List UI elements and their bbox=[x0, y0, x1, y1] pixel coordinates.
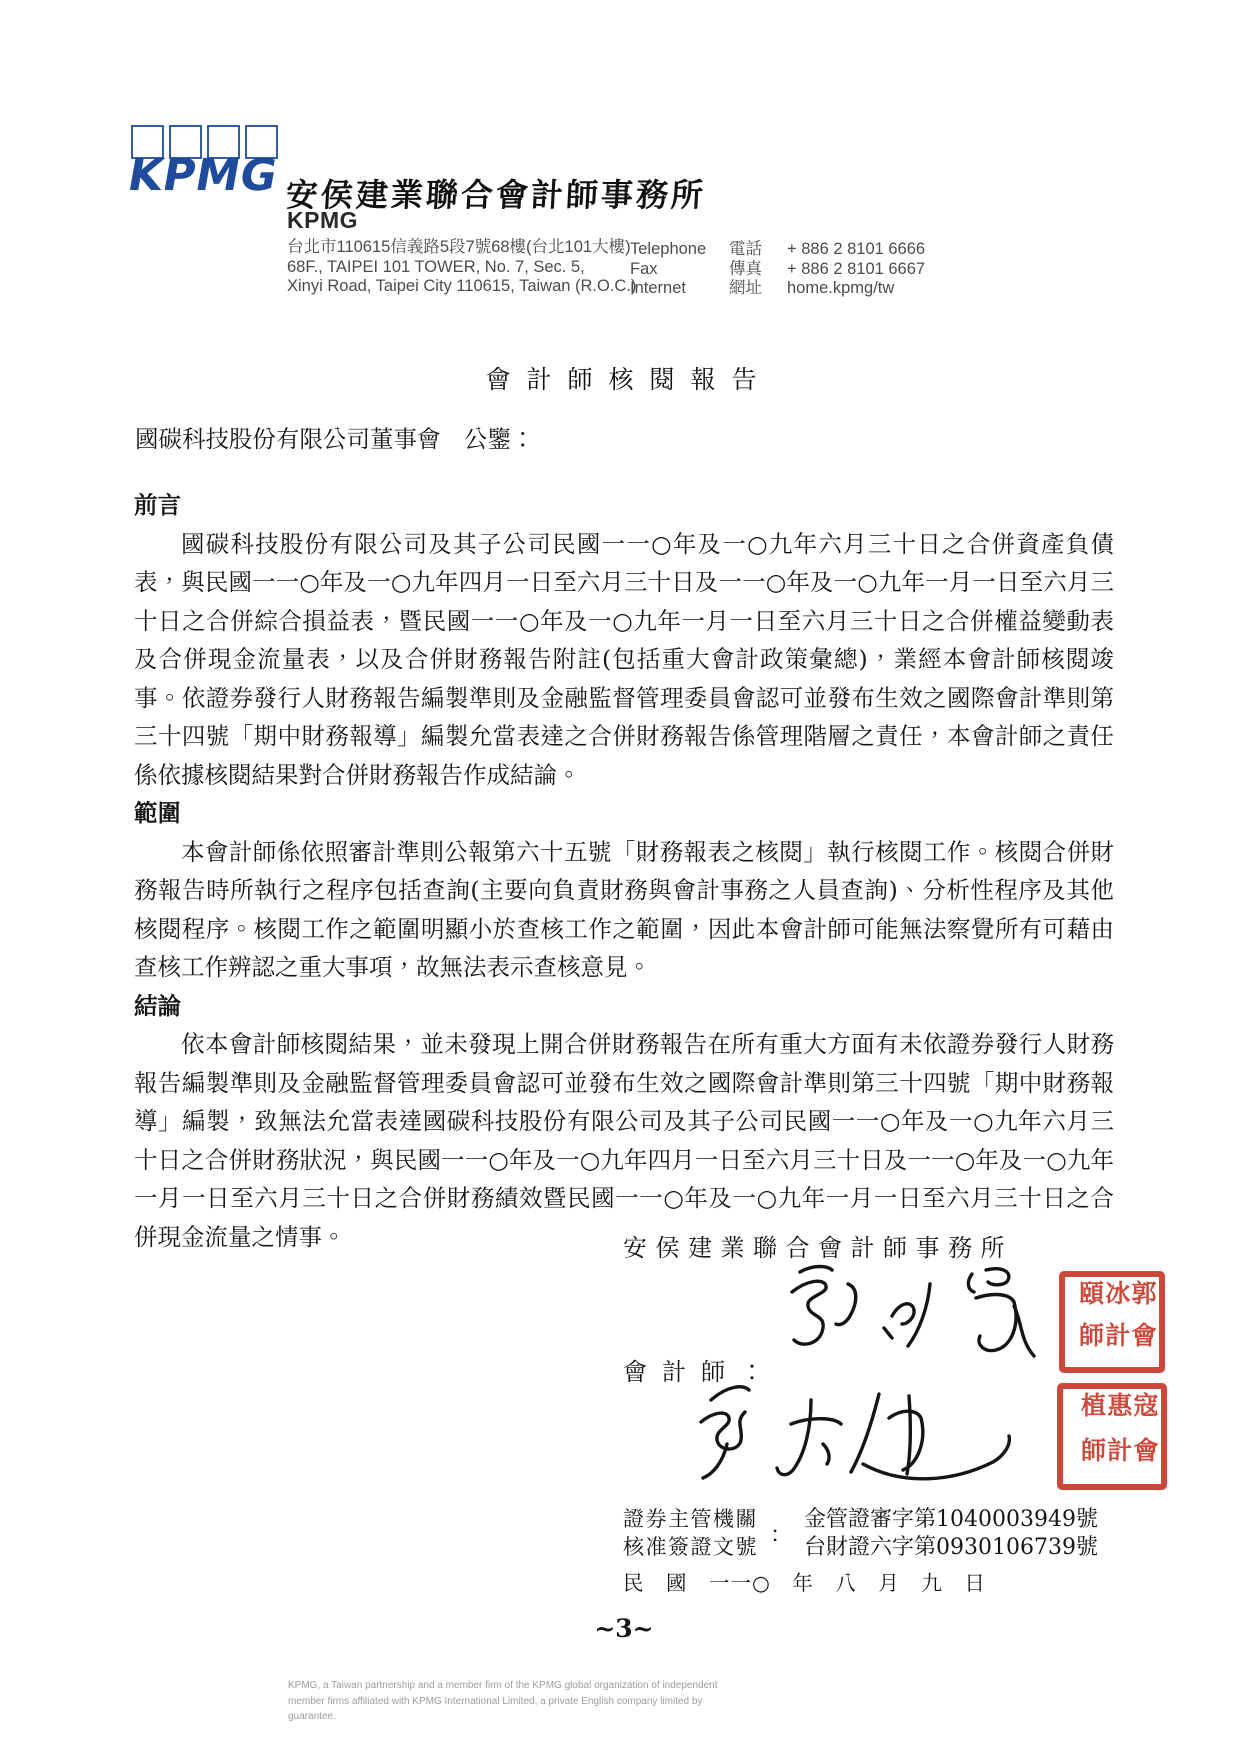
approval-value-1: 金管證審字第1040003949號 bbox=[804, 1507, 1098, 1532]
contact-label-en: Telephone bbox=[630, 240, 707, 258]
firm-address bbox=[287, 238, 636, 297]
contact-label-zh: 電話 bbox=[729, 240, 762, 258]
contact-label-en: Internet bbox=[630, 279, 686, 297]
approval-block bbox=[623, 1506, 1098, 1561]
firm-short-name: KPMG bbox=[287, 207, 358, 233]
accountant-seal-2 bbox=[1057, 1383, 1167, 1490]
section-paragraph-conclusion: 依本會計師核閱結果，並未發現上開合併財務報告在所有重大方面有未依證券發行人財務報告編製準則及金融監督管理委員會認可並發布生效之國際會計準則第三十四號「期中財務報導」編製，致無法允當表達國碳科技股份有限公司及其子公司民國一一○年及一○九年六月三十日之合併財務狀況，與民國一一○年及一○九年四月一日至六月三十日及一一○年及一○九年一月一日至六月三十日之合併財務績效暨民國一一○年及一○九年一月一日至六月三十日之合併現金流量之情事。 bbox=[134, 1030, 1114, 1251]
signing-firm-name: 安侯建業聯合會計師事務所 bbox=[623, 1234, 1013, 1262]
report-body bbox=[134, 486, 1114, 1256]
accountant-label: 會計師： bbox=[623, 1358, 779, 1386]
contact-table bbox=[630, 240, 925, 299]
signature-handwriting-2 bbox=[683, 1376, 1028, 1491]
seal-2-name-column: 寇惠植 bbox=[1077, 1392, 1159, 1419]
addressee-line: 國碳科技股份有限公司董事會 公鑒： bbox=[135, 425, 535, 453]
signature-handwriting-1 bbox=[762, 1260, 1062, 1365]
footer-disclaimer: KPMG, a Taiwan partnership and a member firm of the KPMG global organization of independent member firms affiliated with KPMG International Limited, a private English company limited by guarantee. bbox=[288, 1680, 718, 1722]
firm-calligraphy-name: 安侯建業聯合會計師事務所 bbox=[284, 176, 707, 214]
section-paragraph-foreword: 國碳科技股份有限公司及其子公司民國一一○年及一○九年六月三十日之合併資產負債表，與民國一一○年及一○九年四月一日至六月三十日及一一○年及一○九年一月一日至六月三十日之合併綜合損益表，暨民國一一○年及一○九年一月一日至六月三十日之合併權益變動表及合併現金流量表，以及合併財務報告附註(包括重大會計政策彙總)，業經本會計師核閱竣事。依證券發行人財務報告編製準則及金融監督管理委員會認可並發布生效之國際會計準則第三十四號「期中財務報導」編製允當表達之合併財務報告係管理階層之責任，本會計師之責任係依據核閱結果對合併財務報告作成結論。 bbox=[134, 529, 1114, 789]
approval-label-1: 證券主管機關 bbox=[623, 1507, 758, 1531]
report-date: 民 國 一一○ 年 八 月 九 日 bbox=[623, 1571, 986, 1595]
contact-value: home.kpmg/tw bbox=[787, 279, 895, 297]
firm-address-en-2: Xinyi Road, Taipei City 110615, Taiwan (R.O.C.) bbox=[287, 277, 637, 295]
approval-colon: ： bbox=[770, 1523, 793, 1548]
contact-value: + 886 2 8101 6666 bbox=[787, 240, 926, 258]
contact-value: + 886 2 8101 6667 bbox=[787, 259, 926, 278]
section-heading-scope: 範圍 bbox=[134, 799, 181, 827]
contact-label-zh: 網址 bbox=[729, 279, 762, 297]
seal-1-name-column: 郭冰頤 bbox=[1075, 1280, 1157, 1307]
approval-labels bbox=[623, 1506, 758, 1561]
contact-label-zh: 傳真 bbox=[729, 259, 762, 278]
kpmg-logo-text: KPMG bbox=[123, 150, 281, 194]
seal-1-title-column: 會計師 bbox=[1075, 1322, 1157, 1349]
section-paragraph-scope: 本會計師係依照審計準則公報第六十五號「財務報表之核閱」執行核閱工作。核閱合併財務報告時所執行之程序包括查詢(主要向負責財務與會計事務之人員查詢)、分析性程序及其他核閱程序。核閱工作之範圍明顯小於查核工作之範圍，因此本會計師可能無法察覺所有可藉由查核工作辨認之重大事項，故無法表示查核意見。 bbox=[134, 837, 1114, 981]
page-title: 會計師核閱報告 bbox=[485, 365, 773, 394]
approval-label-2: 核准簽證文號 bbox=[623, 1534, 758, 1559]
firm-address-zh: 台北市110615信義路5段7號68樓(台北101大樓) bbox=[287, 238, 631, 256]
seal-2-title-column: 會計師 bbox=[1077, 1436, 1159, 1464]
firm-address-en-1: 68F., TAIPEI 101 TOWER, No. 7, Sec. 5, bbox=[287, 257, 585, 276]
contact-label-en: Fax bbox=[630, 259, 658, 278]
section-heading-foreword: 前言 bbox=[134, 491, 181, 519]
accountant-seal-1 bbox=[1059, 1271, 1165, 1373]
approval-values bbox=[804, 1506, 1098, 1561]
page-number: ~3~ bbox=[594, 1614, 654, 1643]
section-heading-conclusion: 結論 bbox=[134, 991, 181, 1020]
approval-value-2: 台財證六字第0930106739號 bbox=[804, 1534, 1098, 1560]
